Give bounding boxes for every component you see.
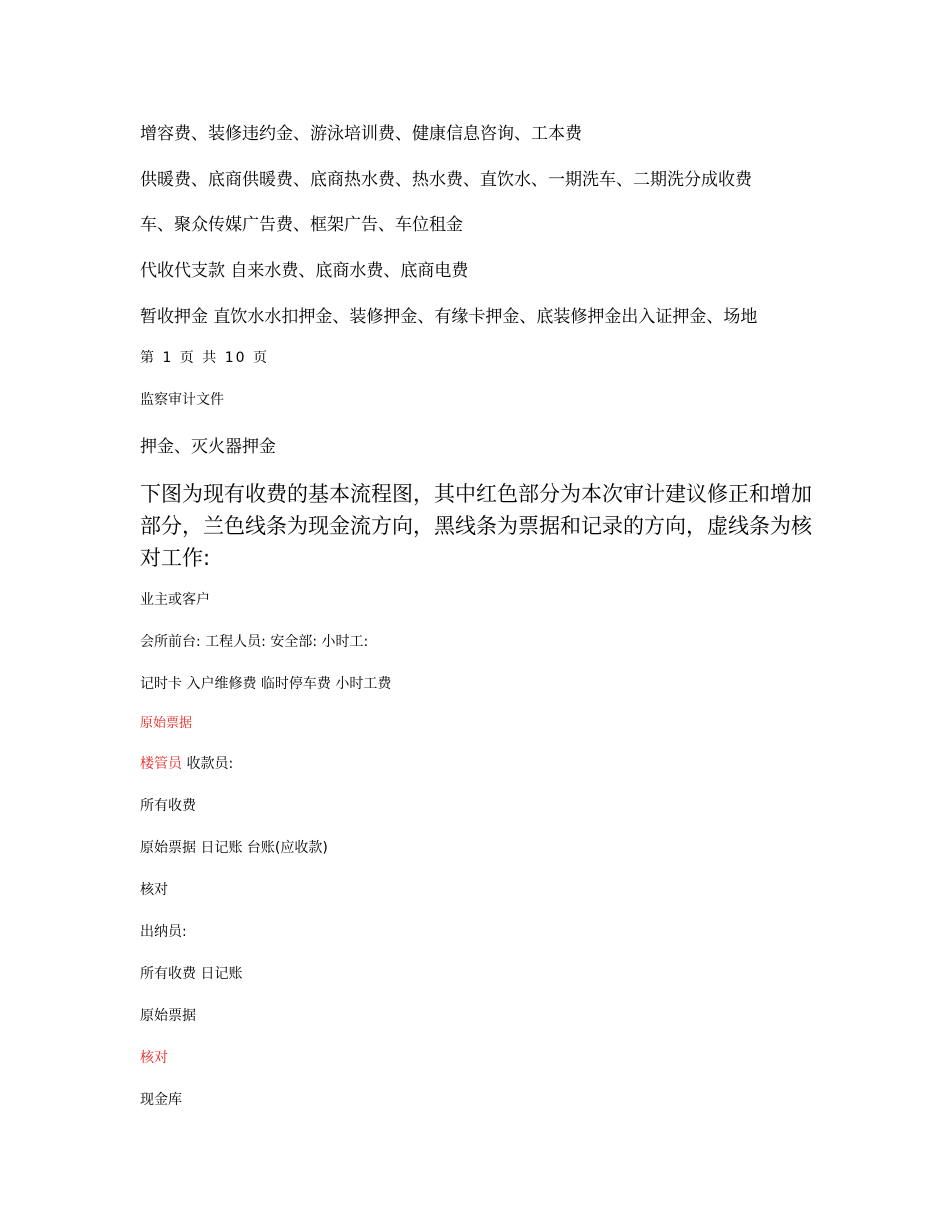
flow-roles: 会所前台: 工程人员: 安全部: 小时工:	[140, 634, 369, 650]
flow-all-fees: 所有收费	[140, 798, 196, 814]
intro-paragraph: 下图为现有收费的基本流程图，其中红色部分为本次审计建议修正和增加部分，兰色线条为现金流方向，黑线条为票据和记录的方向，虚线条为核对工作:	[140, 482, 812, 570]
text-line-fees-3: 车、聚众传媒广告费、框架广告、车位租金	[140, 215, 463, 235]
flow-cashier: 出纳员:	[140, 924, 187, 940]
flow-fees: 记时卡 入户维修费 临时停车费 小时工费	[140, 676, 392, 692]
text-line-fees-1: 增容费、装修违约金、游泳培训费、健康信息咨询、工本费	[140, 124, 582, 144]
text-line-collection: 代收代支款 自来水费、底商水费、底商电费	[140, 261, 469, 281]
page-footer: 第 1 页 共 10 页	[140, 350, 269, 366]
flow-original-receipt: 原始票据	[140, 1008, 196, 1024]
text-line-deposits-cont: 押金、灭火器押金	[140, 437, 276, 457]
flow-verify: 核对	[140, 882, 168, 898]
flow-receipts-ledgers: 原始票据 日记账 台账(应收款)	[140, 840, 328, 856]
flow-cash-vault: 现金库	[140, 1092, 182, 1108]
flow-owner: 业主或客户	[140, 592, 210, 608]
text-line-deposits: 暂收押金 直饮水水扣押金、装修押金、有缘卡押金、底装修押金出入证押金、场地	[140, 307, 758, 327]
flow-building-manager: 楼管员	[140, 756, 182, 772]
flow-original-receipt-red: 原始票据	[140, 716, 193, 731]
flow-verify-red: 核对	[140, 1050, 168, 1066]
text-line-fees-2: 供暖费、底商供暖费、底商热水费、热水费、直饮水、一期洗车、二期洗分成收费	[140, 170, 752, 190]
flow-collectors	[140, 753, 233, 773]
flow-all-fees-journal: 所有收费 日记账	[140, 966, 243, 982]
page-header: 监察审计文件	[140, 392, 224, 408]
flow-cashier-collector: 收款员:	[186, 756, 234, 772]
